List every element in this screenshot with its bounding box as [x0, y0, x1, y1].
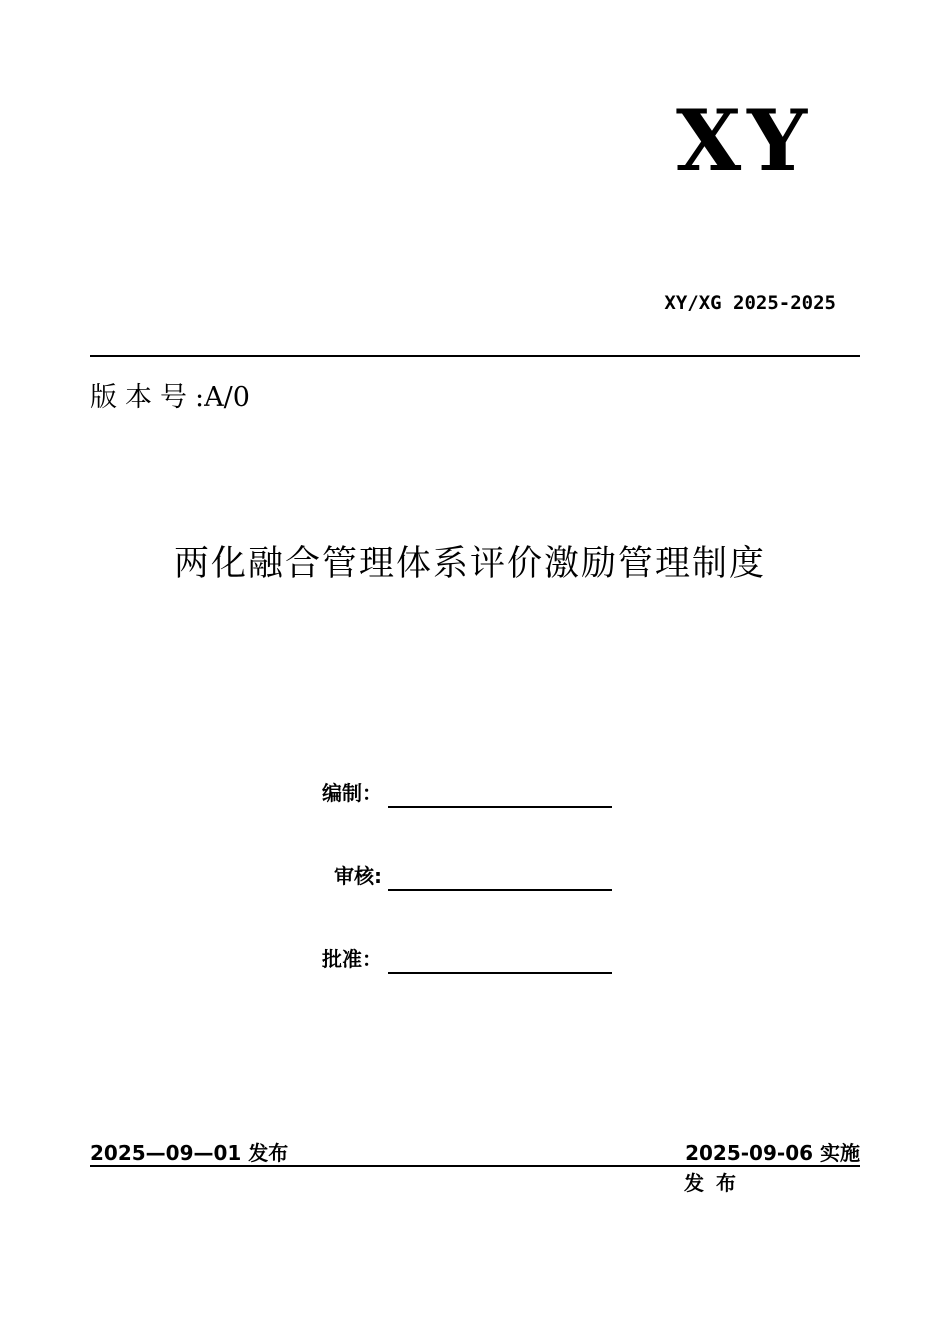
version-label: 版本号: [90, 382, 195, 413]
approve-signature-line: [388, 972, 612, 974]
version-line: [90, 378, 250, 418]
title-block: [0, 536, 950, 580]
signature-row-review: [300, 861, 620, 897]
implement-date: 2025-09-06 实施: [685, 1141, 860, 1165]
publish-label: 发布: [684, 1171, 748, 1195]
header-divider: [90, 355, 860, 357]
compile-label: 编制：: [322, 781, 382, 805]
review-signature-line: [388, 889, 612, 891]
compile-signature-line: [388, 806, 612, 808]
document-title: 两化融合管理体系评价激励管理制度: [173, 544, 766, 580]
approve-label: 批准：: [322, 947, 382, 971]
issue-date: 2025—09—01 发布: [90, 1141, 289, 1165]
signature-row-compile: [300, 778, 620, 814]
document-code: XY/XG 2025-2025: [664, 292, 836, 314]
version-value: :A/0: [195, 382, 250, 413]
review-label: 审核:: [334, 864, 382, 888]
standard-logo: XY: [676, 91, 814, 190]
signature-row-approve: [300, 944, 620, 980]
footer-divider: [90, 1165, 860, 1167]
